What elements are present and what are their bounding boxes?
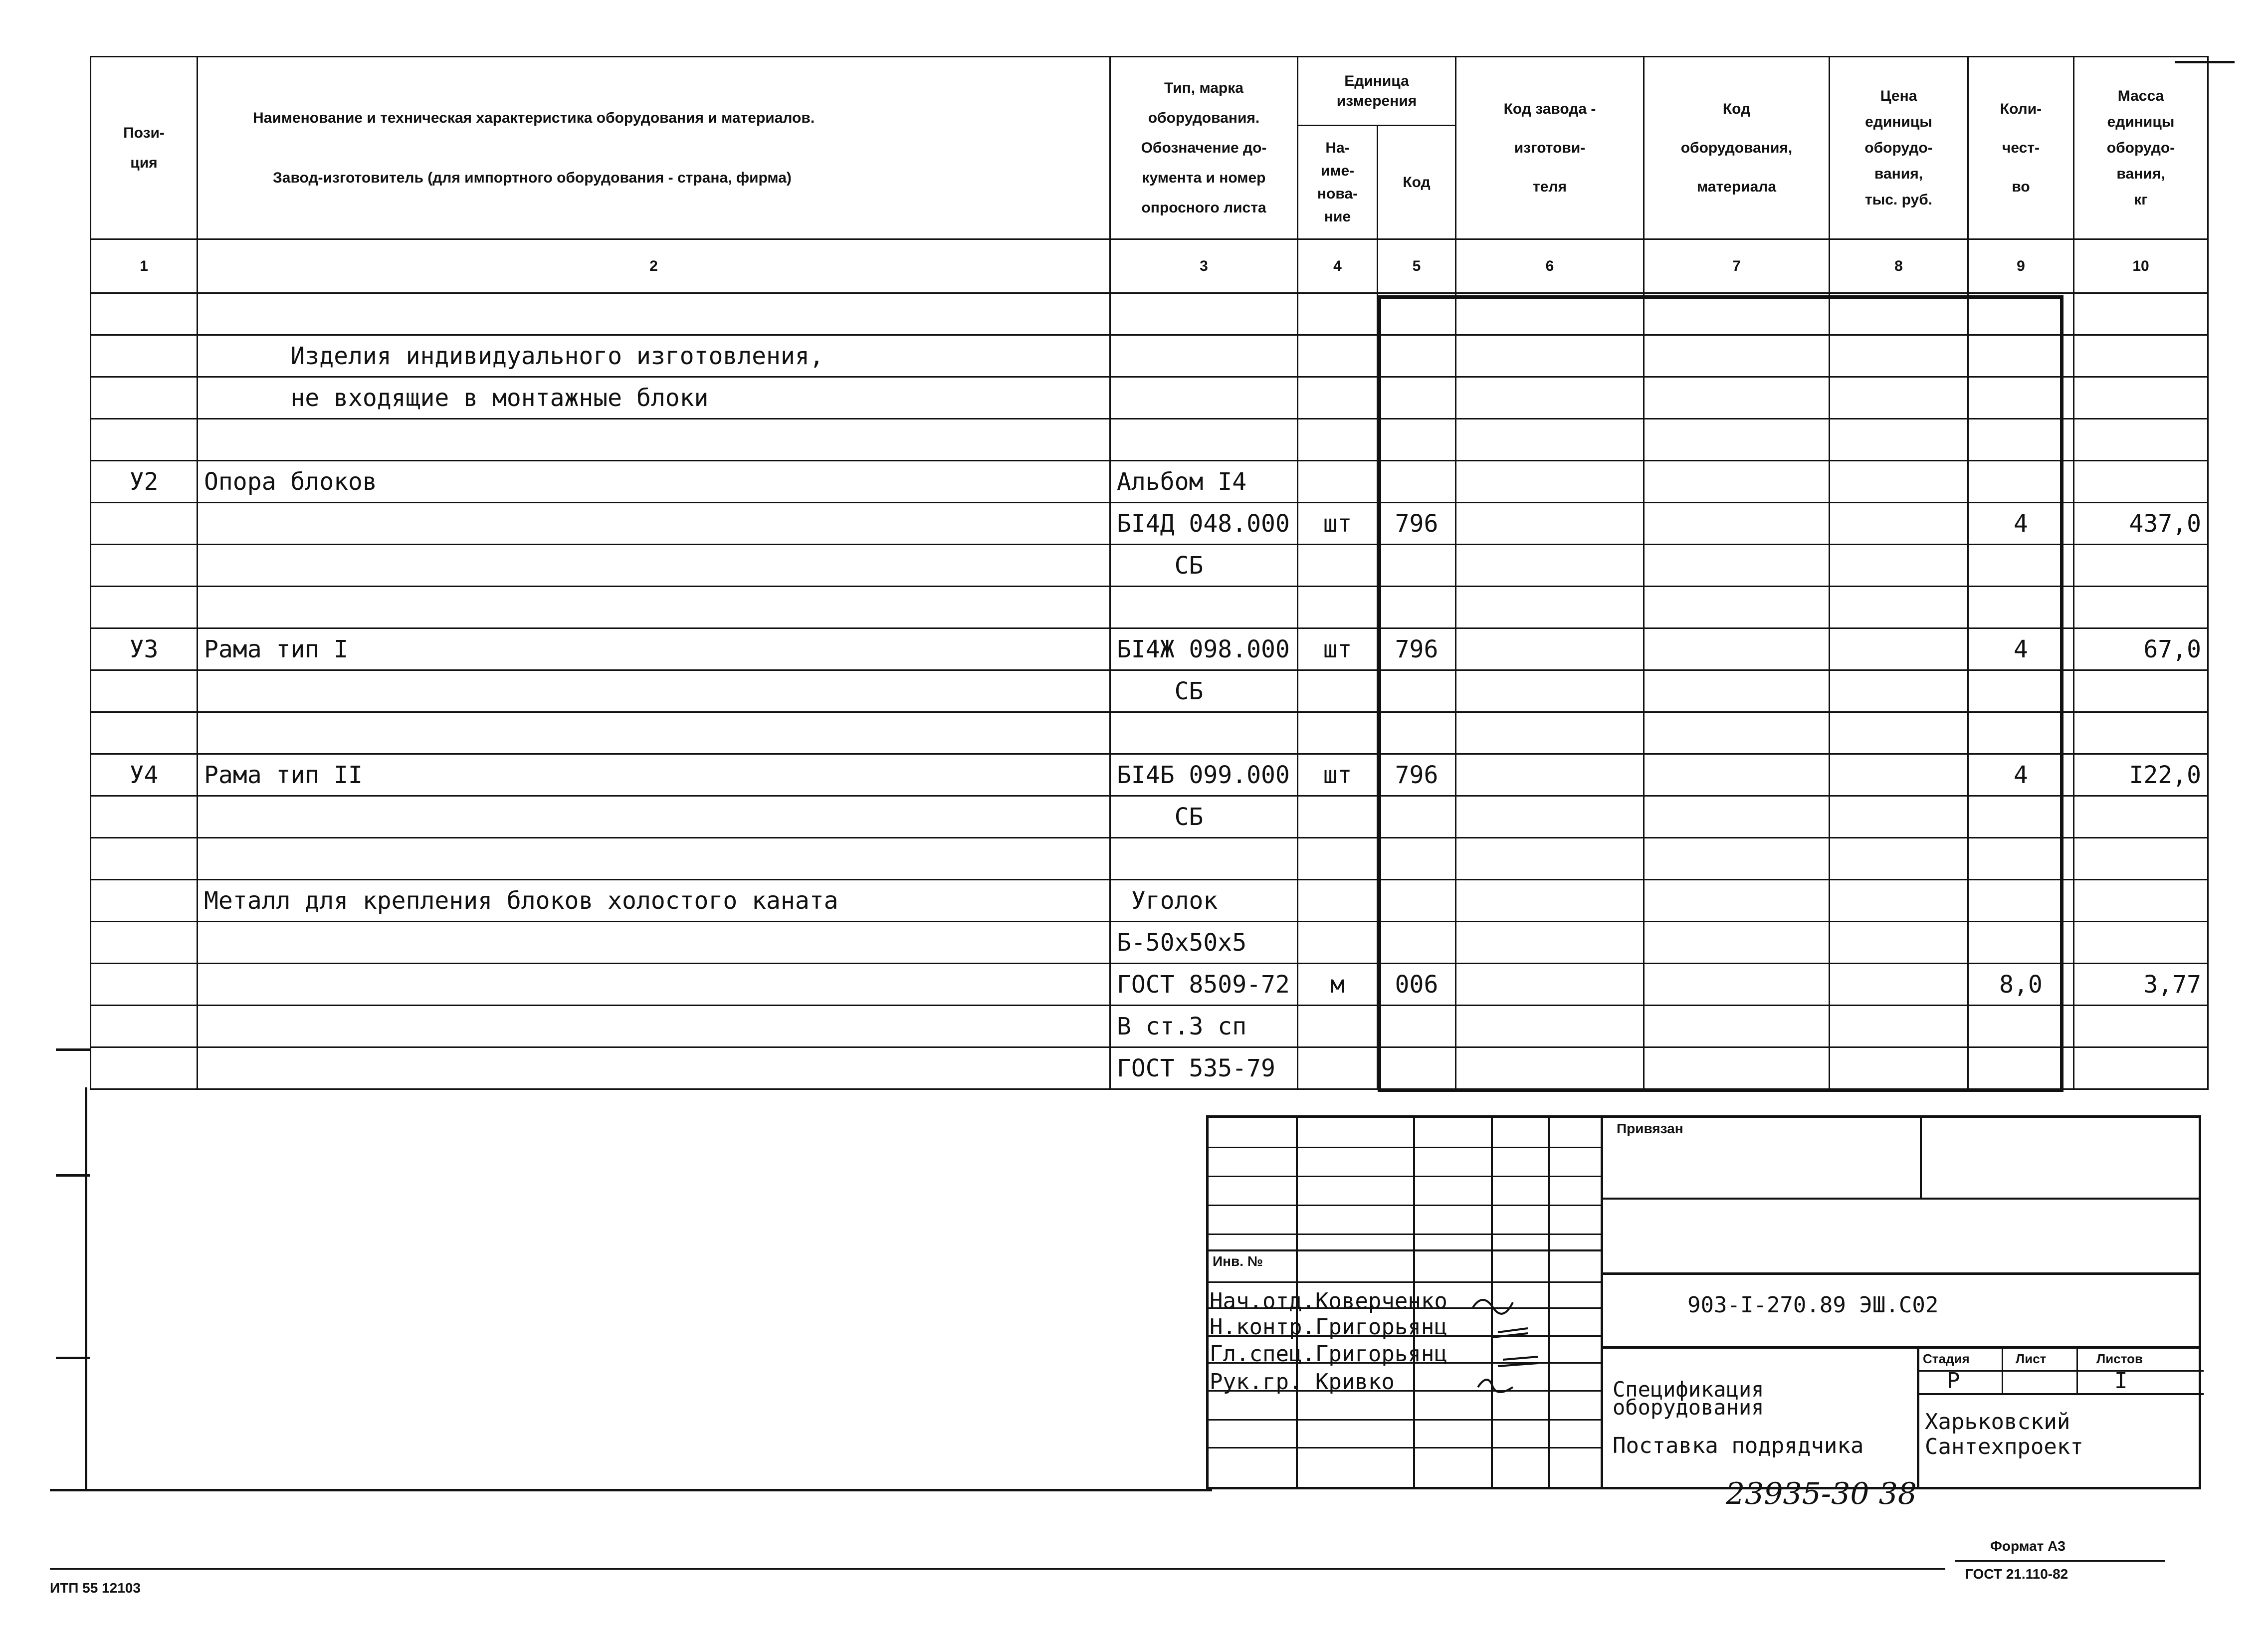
header-factory-code: Код завода - изготови- теля [1456, 57, 1644, 239]
cell-equipment-code [1644, 335, 1830, 377]
cell-name [198, 503, 1110, 545]
cell-position [91, 796, 198, 838]
cell-factory-code [1456, 1006, 1644, 1047]
cell-mass [2074, 922, 2208, 964]
title-block [1206, 1115, 2201, 1489]
cell-equipment-code [1644, 1006, 1830, 1047]
footer-line [1955, 1560, 2165, 1562]
doc-title-line2: оборудования [1613, 1395, 1764, 1420]
cell-mass [2074, 377, 2208, 419]
cell-name [198, 670, 1110, 712]
cell-name: Изделия индивидуального изготовления, [198, 335, 1110, 377]
cell-factory-code [1456, 587, 1644, 628]
cell-quantity: 4 [1968, 628, 2074, 670]
cell-equipment-code [1644, 377, 1830, 419]
cell-name [198, 587, 1110, 628]
cell-factory-code [1456, 419, 1644, 461]
cell-quantity [1968, 545, 2074, 587]
cell-factory-code [1456, 754, 1644, 796]
cell-unit [1298, 377, 1378, 419]
cell-mass: 437,0 [2074, 503, 2208, 545]
cell-mass [2074, 670, 2208, 712]
cell-factory-code [1456, 335, 1644, 377]
cell-price [1830, 377, 1968, 419]
cell-unit [1298, 838, 1378, 880]
cell-equipment-code [1644, 964, 1830, 1006]
cell-code [1378, 461, 1456, 503]
cell-name [198, 838, 1110, 880]
column-number-8: 8 [1830, 239, 1968, 293]
cell-type: В ст.3 сп [1110, 1006, 1298, 1047]
cell-mass [2074, 461, 2208, 503]
cell-type [1110, 335, 1298, 377]
cell-position [91, 419, 198, 461]
bottom-border [50, 1489, 1212, 1491]
cell-price [1830, 796, 1968, 838]
table-row [91, 922, 2208, 964]
cell-unit [1298, 922, 1378, 964]
cell-position [91, 964, 198, 1006]
cell-type [1110, 587, 1298, 628]
cell-factory-code [1456, 922, 1644, 964]
cell-position [91, 503, 198, 545]
cell-price [1830, 335, 1968, 377]
cell-price [1830, 670, 1968, 712]
cell-code: 796 [1378, 628, 1456, 670]
cell-equipment-code [1644, 670, 1830, 712]
cell-quantity [1968, 377, 2074, 419]
cell-quantity [1968, 922, 2074, 964]
cell-unit [1298, 880, 1378, 922]
header-position: Пози- ция [91, 57, 198, 239]
cell-factory-code [1456, 712, 1644, 754]
handwritten-signatures [1468, 1287, 1598, 1402]
cell-factory-code [1456, 838, 1644, 880]
header-unit-code: Код [1378, 126, 1456, 239]
cell-factory-code [1456, 880, 1644, 922]
cell-unit [1298, 335, 1378, 377]
cell-mass [2074, 1006, 2208, 1047]
privyazan-label: Привязан [1617, 1121, 1683, 1136]
cell-unit [1298, 1006, 1378, 1047]
cell-quantity [1968, 796, 2074, 838]
cell-price [1830, 880, 1968, 922]
cell-name [198, 545, 1110, 587]
cell-quantity [1968, 587, 2074, 628]
cell-equipment-code [1644, 1047, 1830, 1089]
cell-equipment-code [1644, 293, 1830, 335]
stage-label: Стадия [1923, 1351, 1970, 1366]
cell-mass [2074, 335, 2208, 377]
cell-name: Опора блоков [198, 461, 1110, 503]
cell-unit [1298, 796, 1378, 838]
cell-code [1378, 922, 1456, 964]
cell-position [91, 377, 198, 419]
cell-code [1378, 587, 1456, 628]
handwritten-archive-number: 23935-30 38 [1726, 1476, 1917, 1511]
signature-norm-control: Н.контр.Григорьянц [1210, 1314, 1447, 1340]
cell-name [198, 712, 1110, 754]
column-number-2: 2 [198, 239, 1110, 293]
cell-price [1830, 964, 1968, 1006]
cell-mass [2074, 587, 2208, 628]
organization-line1: Харьковский [1925, 1409, 2070, 1435]
cell-name [198, 796, 1110, 838]
cell-code [1378, 796, 1456, 838]
cell-code [1378, 377, 1456, 419]
cell-factory-code [1456, 545, 1644, 587]
cell-quantity [1968, 838, 2074, 880]
cell-code [1378, 880, 1456, 922]
cell-code [1378, 712, 1456, 754]
cell-quantity [1968, 335, 2074, 377]
left-border [85, 1087, 87, 1491]
cell-equipment-code [1644, 587, 1830, 628]
cell-type: БI4Ж 098.000 [1110, 628, 1298, 670]
column-number-7: 7 [1644, 239, 1830, 293]
table-row [91, 754, 2208, 796]
table-row [91, 377, 2208, 419]
cell-quantity [1968, 712, 2074, 754]
cell-factory-code [1456, 964, 1644, 1006]
cell-factory-code [1456, 796, 1644, 838]
cell-code [1378, 1006, 1456, 1047]
gost-label: ГОСТ 21.110-82 [1965, 1566, 2068, 1582]
cell-position [91, 335, 198, 377]
cell-position [91, 293, 198, 335]
cell-code [1378, 838, 1456, 880]
table-row [91, 964, 2208, 1006]
cell-mass [2074, 545, 2208, 587]
inventory-label: Инв. № [1213, 1253, 1263, 1269]
cell-position [91, 838, 198, 880]
cell-type: БI4Д 048.000 [1110, 503, 1298, 545]
cell-price [1830, 1047, 1968, 1089]
cell-equipment-code [1644, 796, 1830, 838]
cell-mass: 67,0 [2074, 628, 2208, 670]
cell-price [1830, 1006, 1968, 1047]
cell-equipment-code [1644, 712, 1830, 754]
footer-rule [50, 1568, 1945, 1570]
cell-unit [1298, 712, 1378, 754]
cell-price [1830, 922, 1968, 964]
cell-price [1830, 545, 1968, 587]
table-row [91, 1006, 2208, 1047]
cell-type: Б-50х50х5 [1110, 922, 1298, 964]
column-number-4: 4 [1298, 239, 1378, 293]
cell-unit [1298, 419, 1378, 461]
cell-equipment-code [1644, 545, 1830, 587]
cell-type [1110, 712, 1298, 754]
signature-chief-spec: Гл.спец.Григорьянц [1210, 1341, 1447, 1367]
doc-title-line1: Спецификация [1613, 1377, 1764, 1402]
table-row [91, 670, 2208, 712]
cell-mass [2074, 419, 2208, 461]
cell-unit: м [1298, 964, 1378, 1006]
cell-mass [2074, 880, 2208, 922]
cell-name [198, 1047, 1110, 1089]
column-number-3: 3 [1110, 239, 1298, 293]
stage-value: Р [1947, 1368, 1960, 1394]
cell-type [1110, 293, 1298, 335]
cell-name [198, 922, 1110, 964]
cell-unit [1298, 293, 1378, 335]
cell-price [1830, 503, 1968, 545]
cell-mass [2074, 1047, 2208, 1089]
specification-table [90, 56, 2209, 1090]
header-mass: Масса единицы оборудо- вания, кг [2074, 57, 2208, 239]
cell-name [198, 964, 1110, 1006]
cell-mass [2074, 293, 2208, 335]
cell-equipment-code [1644, 461, 1830, 503]
header-name: Наименование и техническая характеристика оборудования и материалов. Завод-изготовитель (для импортного оборудования - страна, фирма) [198, 57, 1110, 239]
cell-price [1830, 419, 1968, 461]
table-row [91, 503, 2208, 545]
table-row [91, 419, 2208, 461]
header-row-top [91, 57, 2208, 126]
column-number-10: 10 [2074, 239, 2208, 293]
cell-code [1378, 293, 1456, 335]
column-number-5: 5 [1378, 239, 1456, 293]
cell-equipment-code [1644, 628, 1830, 670]
cell-unit [1298, 1047, 1378, 1089]
format-label: Формат А3 [1990, 1538, 2065, 1554]
cell-unit: шт [1298, 503, 1378, 545]
cell-mass [2074, 796, 2208, 838]
cell-position [91, 587, 198, 628]
column-numbers-row [91, 239, 2208, 293]
cell-factory-code [1456, 670, 1644, 712]
header-quantity: Коли- чест- во [1968, 57, 2074, 239]
cell-position [91, 880, 198, 922]
cell-type [1110, 838, 1298, 880]
cell-unit [1298, 587, 1378, 628]
cell-factory-code [1456, 293, 1644, 335]
cell-type: БI4Б 099.000 [1110, 754, 1298, 796]
table-row [91, 335, 2208, 377]
header-unit-name: На- име- нова- ние [1298, 126, 1378, 239]
cell-name [198, 419, 1110, 461]
cell-name: Рама тип II [198, 754, 1110, 796]
table-row [91, 1047, 2208, 1089]
cell-price [1830, 838, 1968, 880]
table-row [91, 461, 2208, 503]
cell-quantity [1968, 670, 2074, 712]
cell-position [91, 545, 198, 587]
cell-equipment-code [1644, 754, 1830, 796]
cell-type: ГОСТ 535-79 [1110, 1047, 1298, 1089]
cell-unit [1298, 461, 1378, 503]
cell-factory-code [1456, 377, 1644, 419]
cell-quantity [1968, 880, 2074, 922]
cell-type: ГОСТ 8509-72 [1110, 964, 1298, 1006]
cell-position [91, 670, 198, 712]
cell-code [1378, 335, 1456, 377]
cell-type: СБ [1110, 796, 1298, 838]
header-price: Цена единицы оборудо- вания, тыс. руб. [1830, 57, 1968, 239]
cell-type: Альбом I4 [1110, 461, 1298, 503]
cell-quantity [1968, 1006, 2074, 1047]
cell-equipment-code [1644, 922, 1830, 964]
table-row [91, 545, 2208, 587]
cell-code [1378, 545, 1456, 587]
column-number-1: 1 [91, 239, 198, 293]
cell-equipment-code [1644, 503, 1830, 545]
header-equipment-code: Код оборудования, материала [1644, 57, 1830, 239]
table-row [91, 293, 2208, 335]
cell-type: СБ [1110, 545, 1298, 587]
cell-name [198, 1006, 1110, 1047]
cell-position [91, 712, 198, 754]
cell-position: У2 [91, 461, 198, 503]
cell-name [198, 293, 1110, 335]
doc-title-line3: Поставка подрядчика [1613, 1433, 1864, 1458]
cell-quantity: 4 [1968, 754, 2074, 796]
itp-label: ИТП 55 12103 [50, 1580, 141, 1596]
header-unit: Единица измерения [1298, 57, 1456, 126]
signature-head-dept: Нач.отд.Коверченко [1210, 1288, 1447, 1314]
cell-price [1830, 628, 1968, 670]
cell-factory-code [1456, 628, 1644, 670]
sheets-value: I [2114, 1368, 2128, 1394]
cell-unit [1298, 545, 1378, 587]
document-code: 903-I-270.89 ЭШ.С02 [1687, 1292, 1939, 1318]
cell-equipment-code [1644, 419, 1830, 461]
cell-price [1830, 461, 1968, 503]
cell-code: 796 [1378, 754, 1456, 796]
cell-name: Металл для крепления блоков холостого каната [198, 880, 1110, 922]
cell-type [1110, 377, 1298, 419]
cell-price [1830, 293, 1968, 335]
cell-factory-code [1456, 1047, 1644, 1089]
cell-equipment-code [1644, 838, 1830, 880]
cell-factory-code [1456, 461, 1644, 503]
cell-quantity [1968, 419, 2074, 461]
cell-price [1830, 754, 1968, 796]
cell-position [91, 1047, 198, 1089]
sheet-label: Лист [2016, 1351, 2047, 1366]
cell-code: 796 [1378, 503, 1456, 545]
column-number-6: 6 [1456, 239, 1644, 293]
cell-position [91, 1006, 198, 1047]
table-row [91, 838, 2208, 880]
column-number-9: 9 [1968, 239, 2074, 293]
table-row [91, 880, 2208, 922]
cell-factory-code [1456, 503, 1644, 545]
cell-mass [2074, 712, 2208, 754]
cell-quantity [1968, 293, 2074, 335]
cell-quantity: 4 [1968, 503, 2074, 545]
cell-unit: шт [1298, 628, 1378, 670]
sheets-label: Листов [2096, 1351, 2143, 1366]
cell-code [1378, 1047, 1456, 1089]
cell-mass [2074, 838, 2208, 880]
cell-name: не входящие в монтажные блоки [198, 377, 1110, 419]
margin-tick [56, 1048, 90, 1051]
header-type: Тип, марка оборудования. Обозначение до- кумента и номер опросного листа [1110, 57, 1298, 239]
cell-position: У4 [91, 754, 198, 796]
cell-name: Рама тип I [198, 628, 1110, 670]
cell-price [1830, 712, 1968, 754]
cell-unit [1298, 670, 1378, 712]
signature-group-head: Рук.гр. Кривко [1210, 1369, 1395, 1395]
table-row [91, 796, 2208, 838]
cell-position [91, 922, 198, 964]
cell-quantity: 8,0 [1968, 964, 2074, 1006]
cell-code [1378, 419, 1456, 461]
cell-quantity [1968, 1047, 2074, 1089]
organization-line2: Сантехпроект [1925, 1434, 2083, 1459]
cell-mass: I22,0 [2074, 754, 2208, 796]
cell-mass: 3,77 [2074, 964, 2208, 1006]
cell-code [1378, 670, 1456, 712]
table-row [91, 628, 2208, 670]
table-row [91, 587, 2208, 628]
cell-type: СБ [1110, 670, 1298, 712]
cell-type: Уголок [1110, 880, 1298, 922]
cell-type [1110, 419, 1298, 461]
spacer [56, 1090, 58, 1499]
table-row [91, 712, 2208, 754]
top-tick [2175, 61, 2235, 63]
cell-price [1830, 587, 1968, 628]
cell-code: 006 [1378, 964, 1456, 1006]
cell-position: У3 [91, 628, 198, 670]
cell-quantity [1968, 461, 2074, 503]
cell-unit: шт [1298, 754, 1378, 796]
cell-equipment-code [1644, 880, 1830, 922]
